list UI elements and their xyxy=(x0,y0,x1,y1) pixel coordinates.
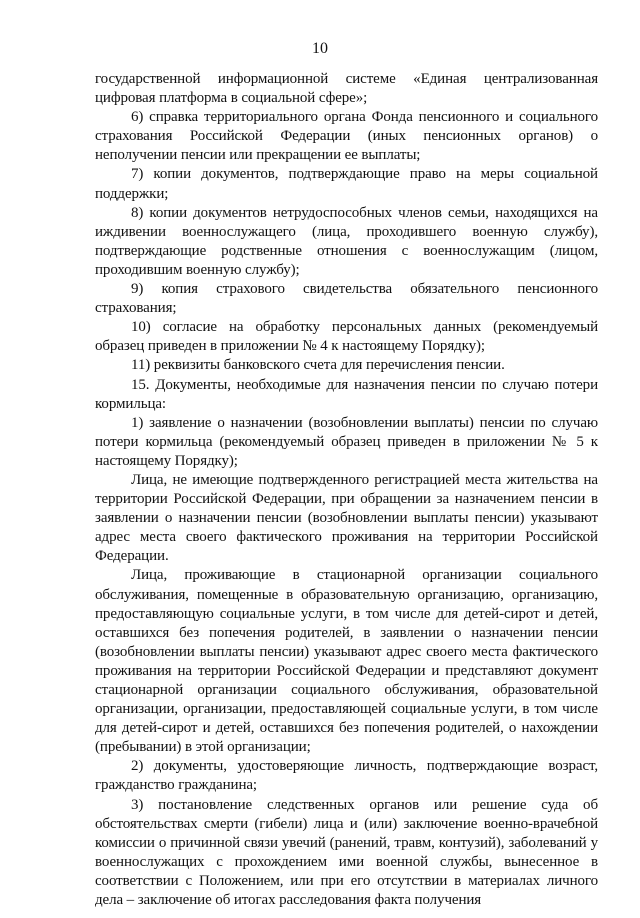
paragraph-item-2: 2) документы, удостоверяющие личность, подтверждающие возраст, гражданство гражданина; xyxy=(95,758,598,794)
document-body xyxy=(95,70,598,910)
paragraph-stationary-organization: Лица, проживающие в стационарной организации социального обслуживания, помещенные в образовательную организацию, организацию, предоставляющую социальные услуги, в том числе для детей-сирот и детей, оставшихся без попечения родителей, в заявлении о назначении пенсии (возобновлении выплаты пенсии) указывают адрес своего места фактического проживания на территории Российской Федерации и представляют документ стационарной организации социального обслуживания, образовательной организации, организации, предоставляющей социальные услуги, в том числе для детей-сирот и детей, оставшихся без попечения родителей, о нахождении (пребывании) в этой организации; xyxy=(95,567,598,756)
paragraph-item-1: 1) заявление о назначении (возобновлении выплаты) пенсии по случаю потери кормильца (рекомендуемый образец приведен в приложении № 5 к настоящему Порядку); xyxy=(95,414,598,469)
paragraph-continuation: государственной информационной системе «Единая централизованная цифровая платформа в социальной сфере»; xyxy=(95,71,598,107)
paragraph-item-7: 7) копии документов, подтверждающие право на меры социальной поддержки; xyxy=(95,166,598,202)
paragraph-item-9: 9) копия страхового свидетельства обязательного пенсионного страхования; xyxy=(95,281,598,317)
paragraph-section-15: 15. Документы, необходимые для назначения пенсии по случаю потери кормильца: xyxy=(95,376,598,412)
paragraph-item-11: 11) реквизиты банковского счета для перечисления пенсии. xyxy=(131,357,505,374)
paragraph-no-registration: Лица, не имеющие подтвержденного регистрацией места жительства на территории Российской Федерации, при обращении за назначением пенсии в заявлении о назначении пенсии (возобновлении выплаты пенсии) указывают адрес места своего фактического проживания на территории Российской Федерации. xyxy=(95,471,598,565)
paragraph-item-10: 10) согласие на обработку персональных данных (рекомендуемый образец приведен в приложении № 4 к настоящему Порядку); xyxy=(95,319,598,355)
paragraph-item-8: 8) копии документов нетрудоспособных членов семьи, находящихся на иждивении военнослужащего (лица, проходившего военную службу), подтверждающие родственные отношения с военнослужащим (лицом, проходившим военную службу); xyxy=(95,204,598,278)
page-number: 10 xyxy=(312,40,328,57)
paragraph-item-3: 3) постановление следственных органов или решение суда об обстоятельствах смерти (гибели) лица и (или) заключение военно-врачебной комиссии о причинной связи увечий (ранений, травм, контузий), заболеваний у военнослужащих с прохождением ими военной службы, вынесенное в соответствии с Положением, или при его отсутствии в материалах личного дела – заключение об итогах расследования факта получения xyxy=(95,796,598,909)
paragraph-item-6: 6) справка территориального органа Фонда пенсионного и социального страхования Российской Федерации (иных пенсионных органов) о неполучении пенсии или прекращении ее выплаты; xyxy=(95,109,598,164)
